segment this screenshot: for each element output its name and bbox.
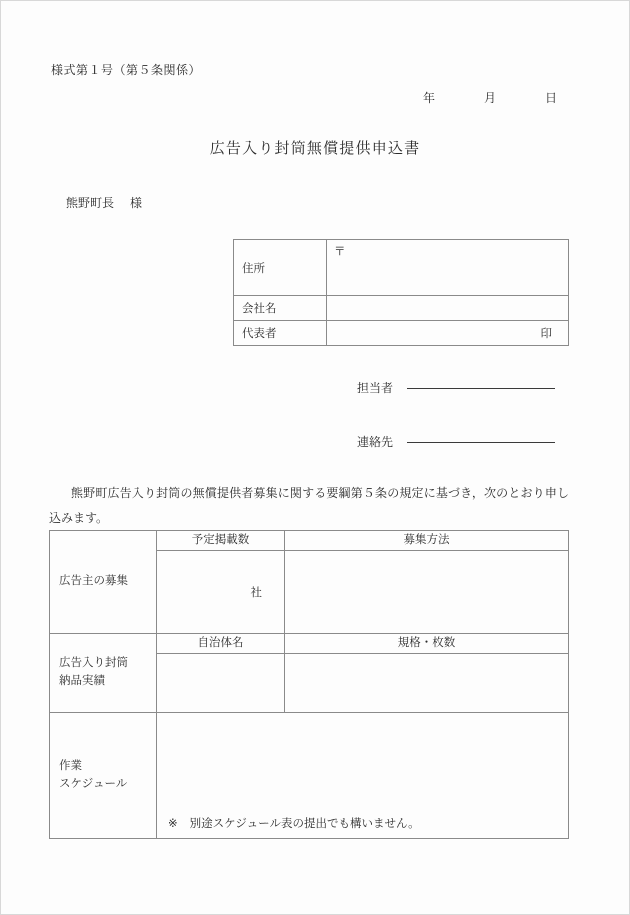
column-header-recruitment-method: 募集方法 (285, 531, 569, 551)
schedule-note-text: 別途スケジュール表の提出でも構いません。 (189, 818, 420, 830)
table-row (234, 321, 569, 346)
contact-person-row (357, 379, 555, 396)
delivery-record-label-line1: 広告入り封筒 (59, 657, 128, 670)
contact-info-row (357, 433, 555, 450)
contact-person-input[interactable] (407, 388, 555, 389)
table-row (50, 531, 569, 551)
section-label-delivery-record (50, 634, 157, 713)
delivery-record-label-line2: 納品実績 (59, 675, 105, 687)
recruitment-method-input[interactable] (285, 551, 569, 634)
date-month-label: 月 (483, 91, 496, 105)
application-details-table (49, 530, 569, 839)
addressee (66, 194, 142, 211)
municipality-input[interactable] (157, 654, 285, 713)
column-header-spec-quantity: 規格・枚数 (285, 634, 569, 654)
schedule-note-mark: ※ (168, 818, 178, 830)
form-number: 様式第１号（第５条関係） (51, 63, 202, 77)
addressee-name: 熊野町長 (66, 196, 115, 210)
work-schedule-input[interactable] (157, 713, 569, 839)
section-label-advertiser-recruitment: 広告主の募集 (50, 531, 157, 634)
contact-info-label: 連絡先 (357, 435, 394, 449)
representative-label: 代表者 (234, 321, 327, 346)
table-row (234, 240, 569, 296)
company-name-label: 会社名 (234, 296, 327, 321)
work-schedule-label-line2: スケジュール (59, 777, 128, 790)
table-row (50, 634, 569, 654)
addressee-honorific: 様 (130, 196, 143, 210)
date-line (423, 89, 557, 106)
contact-person-label: 担当者 (357, 381, 394, 395)
applicant-table (233, 239, 569, 346)
body-paragraph (49, 481, 569, 530)
page-title: 広告入り封筒無償提供申込書 (209, 141, 421, 157)
column-header-planned-count: 予定掲載数 (157, 531, 285, 551)
representative-seal-mark: 印 (327, 321, 569, 346)
address-value[interactable]: 〒 (327, 240, 569, 296)
column-header-municipality: 自治体名 (157, 634, 285, 654)
section-label-work-schedule (50, 713, 157, 839)
work-schedule-label-line1: 作業 (59, 759, 82, 772)
date-year-label: 年 (422, 91, 435, 105)
body-paragraph-text: 熊野町広告入り封筒の無償提供者募集に関する要綱第５条の規定に基づき，次のとおり申し込みます。 (49, 486, 569, 525)
date-day-label: 日 (544, 91, 557, 105)
contact-info-input[interactable] (407, 442, 555, 443)
planned-count-input[interactable]: 社 (157, 551, 285, 634)
table-row (50, 713, 569, 839)
table-row (234, 296, 569, 321)
address-label: 住所 (234, 240, 327, 296)
spec-quantity-input[interactable] (285, 654, 569, 713)
company-name-value[interactable] (327, 296, 569, 321)
